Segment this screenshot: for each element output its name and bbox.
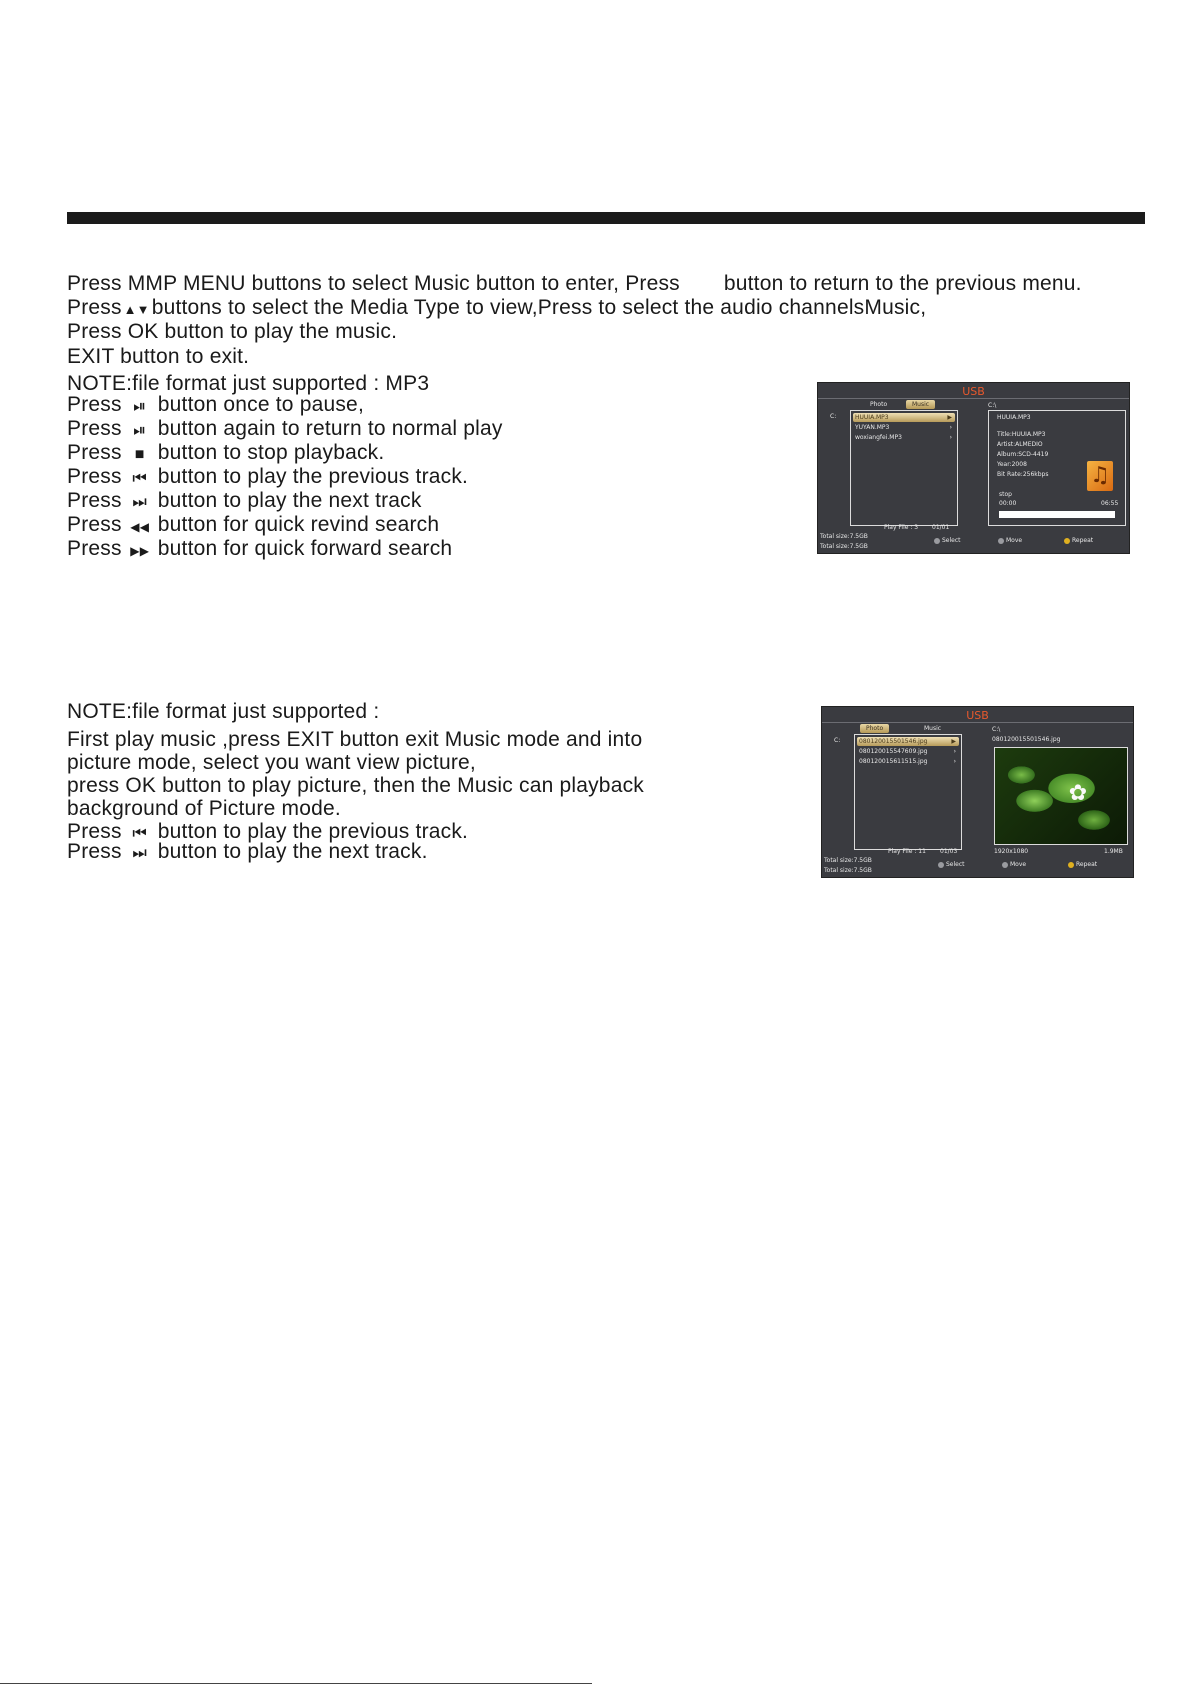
file-list [854,734,962,850]
play-icon: ▶ [947,414,952,421]
select-button-icon [938,862,944,868]
time-start: 00:00 [999,500,1017,507]
stop-text: button to stop playback. [157,441,385,464]
press-word: Press [67,393,122,416]
total-size: Total size:7.5GB [824,867,872,874]
osd-header-divider [822,722,1133,723]
play-icon: ▶ [951,738,956,745]
select-hint [934,537,961,544]
info-title: Title:HUUIA.MP3 [997,431,1046,438]
previous-text: button to play the previous track. [157,820,469,843]
path-label: C:\ [988,402,997,409]
resume-text: button again to return to normal play [157,417,503,440]
arrow-icon: › [953,748,956,755]
info-panel [988,410,1126,526]
file-size-label: 1.9MB [1104,848,1123,855]
up-down-arrow-icon: ▲▼ [123,302,150,317]
file-name: 080120015547609.jpg [859,748,928,755]
play-status: stop [999,491,1012,498]
music-note-icon: ♫ [1087,461,1113,491]
pause-line [67,393,364,419]
time-end: 06:55 [1101,500,1119,507]
rewind-line [67,513,439,539]
arrow-icon: › [949,424,952,431]
repeat-label: Repeat [1072,537,1094,544]
instruction-line-2-text: buttons to select the Media Type to view,Press to select the audio channelsMusic, [151,296,927,319]
press-word: Press [67,513,122,536]
tab-music[interactable]: Music [924,725,942,732]
footer-rule [0,1683,592,1684]
file-name: HUUIA.MP3 [855,414,889,421]
move-hint [998,537,1022,544]
osd-header-divider [818,398,1129,399]
tab-photo[interactable]: Photo [870,401,888,408]
next-line [67,489,422,515]
list-item[interactable] [853,413,955,422]
file-name: 080120015611515.jpg [859,758,928,765]
page-indicator: 01/01 [932,524,950,531]
press-word: Press [67,417,122,440]
file-name: YUYAN.MP3 [855,424,890,431]
stop-icon: ■ [134,446,145,463]
play-pause-icon: ⏯ [133,422,147,439]
press-word: Press [67,296,122,319]
press-word: Press [67,537,122,560]
path-label: C:\ [992,726,1001,733]
previous-track-icon: ⏮ [132,825,148,842]
previous-track-icon: ⏮ [132,470,148,487]
rewind-text: button for quick revind search [157,513,440,536]
total-size: Total size:7.5GB [820,533,868,540]
flower-icon: ✿ [1068,781,1088,806]
photo-note: NOTE:file format just supported : [67,700,380,723]
instruction-line-3: Press OK button to play the music. [67,320,398,343]
total-size: Total size:7.5GB [820,543,868,550]
list-item[interactable] [857,737,959,746]
play-file-count: Play File : 3 [884,524,919,531]
next-track-icon: ⏭ [132,494,148,511]
list-item[interactable] [853,433,955,442]
press-word: Press [67,820,122,843]
instruction-line-1b: button to return to the previous menu. [723,272,1082,295]
move-button-icon [1002,862,1008,868]
rewind-icon: ◀◀ [130,520,150,534]
next-track-icon: ⏭ [132,845,148,862]
tab-photo[interactable]: Photo [860,724,889,733]
drive-label: C: [830,413,837,420]
arrow-icon: › [949,434,952,441]
move-hint [1002,861,1026,868]
photo-line-2: picture mode, select you want view picture, [67,751,476,774]
repeat-button-icon [1068,862,1074,868]
move-label: Move [1006,537,1023,544]
list-item[interactable] [857,747,959,756]
instruction-line-2 [67,296,926,322]
photo-next-line [67,840,428,866]
file-name: woxiangfei.MP3 [855,434,902,441]
select-hint [938,861,965,868]
forward-line [67,537,452,563]
music-osd-screen [817,382,1130,554]
next-text: button to play the next track [157,489,422,512]
photo-line-4: background of Picture mode. [67,797,341,820]
info-bitrate: Bit Rate:256kbps [997,471,1049,478]
photo-line-3: press OK button to play picture, then the Music can playback [67,774,644,797]
note-mp3: NOTE:file format just supported : MP3 [67,372,430,395]
next-text: button to play the next track. [157,840,428,863]
stop-line [67,441,384,467]
instruction-line-1a: Press MMP MENU buttons to select Music button to enter, Press [67,272,680,295]
move-label: Move [1010,861,1027,868]
file-name: 080120015501546.jpg [859,738,928,745]
repeat-button-icon [1064,538,1070,544]
resolution-label: 1920x1080 [994,848,1029,855]
forward-text: button for quick forward search [157,537,453,560]
info-artist: Artist:ALMEDIO [997,441,1043,448]
select-button-icon [934,538,940,544]
progress-bar[interactable] [999,511,1115,518]
press-word: Press [67,840,122,863]
fast-forward-icon: ▶▶ [130,544,150,558]
instruction-line-1 [67,272,1082,296]
list-item[interactable] [857,757,959,766]
repeat-label: Repeat [1076,861,1098,868]
total-size: Total size:7.5GB [824,857,872,864]
file-list [850,410,958,526]
arrow-icon: › [953,758,956,765]
photo-preview [994,747,1128,845]
resume-line [67,417,503,443]
select-label: Select [942,537,961,544]
play-pause-icon: ⏯ [133,398,147,415]
pause-text: button once to pause, [157,393,364,416]
list-item[interactable] [853,423,955,432]
press-word: Press [67,441,122,464]
preview-file-name: 080120015501546.jpg [992,736,1061,743]
play-file-count: Play File : 11 [888,848,926,855]
previous-text: button to play the previous track. [157,465,469,488]
drive-label: C: [834,737,841,744]
photo-osd-screen [821,706,1134,878]
osd-title: USB [962,385,985,398]
photo-line-1: First play music ,press EXIT button exit Music mode and into [67,728,643,751]
instruction-line-4: EXIT button to exit. [67,345,250,368]
select-label: Select [946,861,965,868]
tab-music[interactable]: Music [906,400,935,409]
header-rule [67,212,1145,224]
press-word: Press [67,489,122,512]
repeat-hint [1068,861,1097,868]
move-button-icon [998,538,1004,544]
previous-line [67,465,468,491]
osd-title: USB [966,709,989,722]
page-indicator: 01/03 [940,848,958,855]
info-album: Album:SCD-4419 [997,451,1049,458]
repeat-hint [1064,537,1093,544]
info-year: Year:2008 [997,461,1027,468]
info-file-name: HUUIA.MP3 [997,414,1031,421]
press-word: Press [67,465,122,488]
